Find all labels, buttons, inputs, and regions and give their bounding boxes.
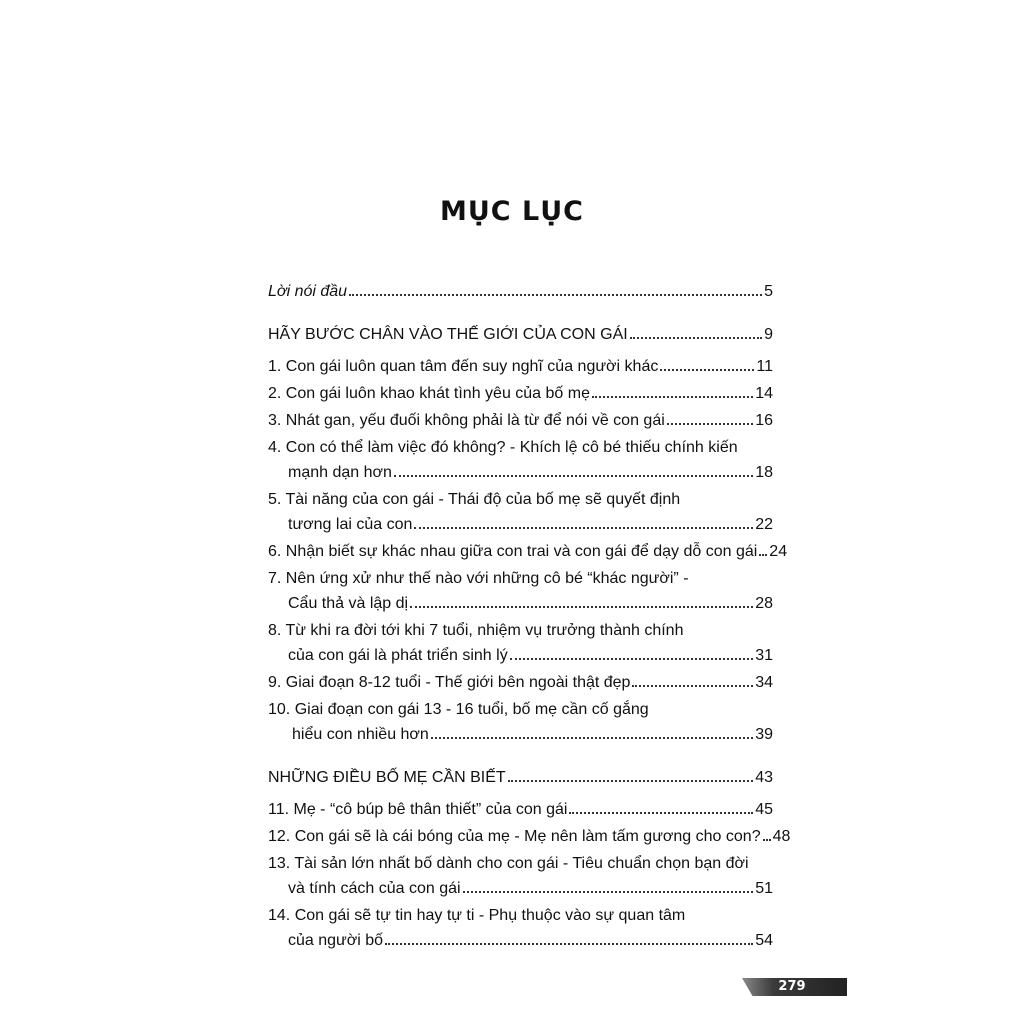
toc-entry-text: 9. Giai đoạn 8-12 tuổi - Thế giới bên ngoài thật đẹp [268, 674, 631, 691]
toc-page-number: 54 [755, 932, 773, 949]
toc-leader-dots [667, 411, 753, 425]
toc-entry [288, 594, 773, 614]
toc-entry-text: 1. Con gái luôn quan tâm đến suy nghĩ của người khác [268, 358, 659, 375]
toc-entry-text-continued: và tính cách của con gái [288, 880, 461, 897]
toc-leader-dots [349, 282, 762, 296]
toc-leader-dots [431, 725, 753, 739]
page-number: 279 [778, 979, 806, 994]
toc-entry [268, 357, 773, 377]
toc-page-number: 24 [769, 543, 788, 560]
toc-entry [288, 931, 773, 951]
toc-page-number: 9 [764, 326, 773, 343]
toc-entry [268, 673, 773, 693]
toc-entry-text: 4. Con có thể làm việc đó không? - Khích lệ cô bé thiếu chính kiến [268, 439, 738, 456]
toc-entry-preface [268, 282, 773, 302]
toc-entry-text: 11. Mẹ - “cô búp bê thân thiết” của con gái [268, 801, 568, 818]
toc-entry-text: 13. Tài sản lớn nhất bố dành cho con gái - Tiêu chuẩn chọn bạn đời [268, 855, 749, 872]
toc-page-number: 5 [764, 283, 773, 300]
toc-leader-dots [410, 594, 753, 608]
toc-page-number: 28 [755, 595, 773, 612]
toc-page-number: 14 [755, 385, 773, 402]
toc-page-number: 45 [755, 801, 773, 818]
toc-leader-dots [508, 768, 754, 782]
toc-page-number: 51 [755, 880, 773, 897]
toc-leader-dots [763, 827, 771, 841]
toc-entry-text-continued: hiểu con nhiều hơn [292, 726, 429, 743]
toc-entry-text: 2. Con gái luôn khao khát tình yêu của bố mẹ [268, 385, 590, 402]
toc-entry-text: NHỮNG ĐIỀU BỐ MẸ CẦN BIẾT [268, 769, 506, 786]
toc-entry-text: 12. Con gái sẽ là cái bóng của mẹ - Mẹ nên làm tấm gương cho con? [268, 828, 761, 845]
toc-page-number: 34 [755, 674, 773, 691]
toc-page-number: 43 [755, 769, 773, 786]
toc-entry-text: 10. Giai đoạn con gái 13 - 16 tuổi, bố mẹ cần cố gắng [268, 701, 649, 718]
toc-leader-dots [510, 646, 754, 660]
toc-leader-dots [630, 325, 762, 339]
toc-entry [268, 800, 773, 820]
toc-entry-text: 7. Nên ứng xử như thế nào với những cô bé “khác người” - [268, 570, 689, 587]
toc-entry-text: 3. Nhát gan, yếu đuối không phải là từ để nói về con gái [268, 412, 665, 429]
toc-page-number: 11 [756, 358, 773, 375]
toc-leader-dots [414, 515, 753, 529]
toc-page-number: 31 [755, 647, 773, 664]
toc-leader-dots [759, 542, 767, 556]
toc-entry-text-continued: Cẩu thả và lập dị [288, 595, 409, 612]
toc-leader-dots [592, 384, 753, 398]
toc-entry-text-continued: của con gái là phát triển sinh lý [288, 647, 508, 664]
toc-entry [288, 879, 773, 899]
toc-entry [288, 646, 773, 666]
toc-entry-text: 14. Con gái sẽ tự tin hay tự ti - Phụ thuộc vào sự quan tâm [268, 907, 686, 924]
toc-leader-dots [632, 673, 753, 687]
toc-entry-text: 8. Từ khi ra đời tới khi 7 tuổi, nhiệm vụ trưởng thành chính [268, 622, 684, 639]
toc-page-number: 16 [755, 412, 773, 429]
toc-entry-text: HÃY BƯỚC CHÂN VÀO THẾ GIỚI CỦA CON GÁI [268, 326, 628, 343]
page-title: MỤC LỤC [440, 196, 584, 227]
toc-leader-dots [569, 800, 753, 814]
toc-entry-text: 6. Nhận biết sự khác nhau giữa con trai và con gái để dạy dỗ con gái [268, 543, 758, 560]
toc-entry [288, 463, 773, 483]
toc-page-number: 48 [772, 828, 791, 845]
toc-entry [268, 411, 773, 431]
toc-section-heading [268, 325, 773, 345]
toc-entry-text-continued: mạnh dạn hơn [288, 464, 392, 481]
toc-entry-text: Lời nói đầu [268, 283, 348, 300]
toc-leader-dots [385, 931, 753, 945]
toc-entry-text: 5. Tài năng của con gái - Thái độ của bố mẹ sẽ quyết định [268, 491, 681, 508]
toc-page-number: 22 [755, 516, 773, 533]
toc-leader-dots [394, 463, 753, 477]
toc-entry [288, 515, 773, 535]
toc-entry [292, 725, 773, 745]
toc-section-heading [268, 768, 773, 788]
toc-page-number: 39 [755, 726, 773, 743]
toc-entry [268, 827, 791, 847]
toc-entry [268, 384, 773, 404]
toc-leader-dots [660, 357, 754, 371]
toc-entry-text-continued: của người bố [288, 932, 384, 949]
toc-entry-text-continued: tương lai của con [288, 516, 413, 533]
toc-page-number: 18 [755, 464, 773, 481]
toc-entry [268, 542, 788, 562]
toc-leader-dots [463, 879, 754, 893]
